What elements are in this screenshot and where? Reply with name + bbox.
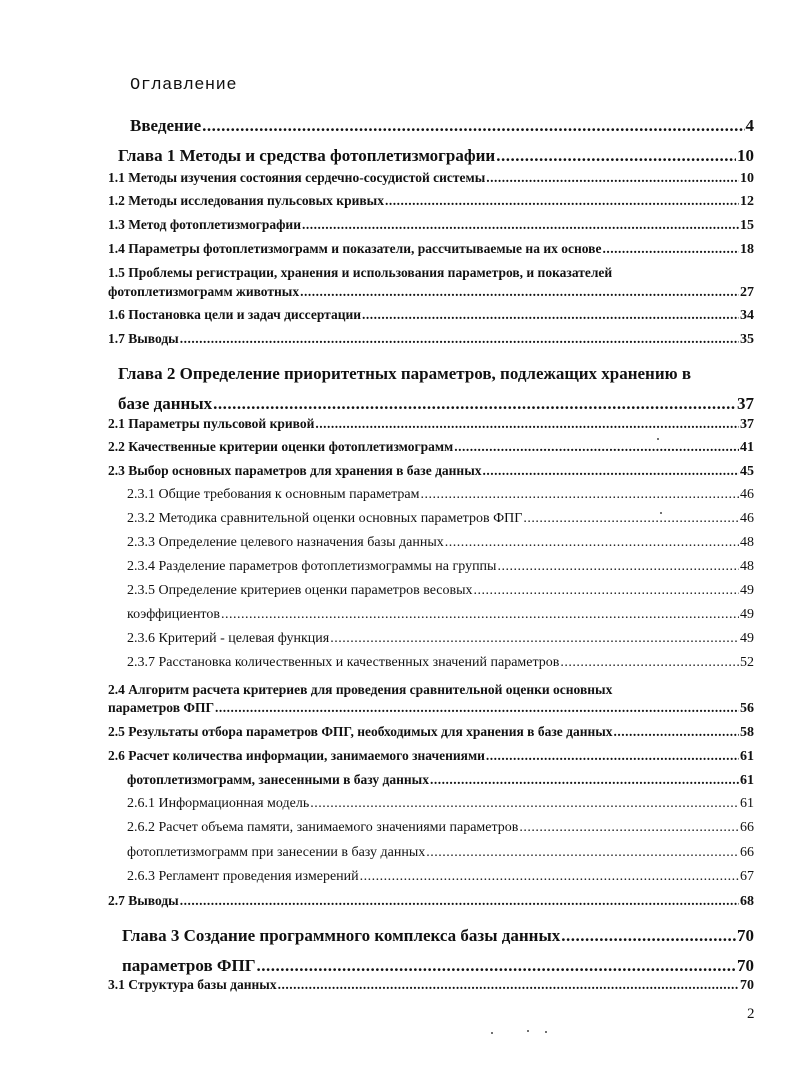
leader-dots bbox=[385, 193, 739, 209]
toc-entry-page: 27 bbox=[740, 285, 754, 300]
toc-entry-page: 46 bbox=[740, 487, 754, 502]
leader-dots bbox=[426, 845, 739, 861]
toc-entry-1-5-line1[interactable]: 1.5 Проблемы регистрации, хранения и использования параметров, и показателей bbox=[108, 265, 613, 280]
toc-entry-2-6-2[interactable] bbox=[127, 820, 754, 836]
toc-entry-intro[interactable] bbox=[130, 116, 754, 136]
toc-entry-page: 37 bbox=[740, 417, 754, 432]
page-title: Оглавление bbox=[130, 76, 238, 95]
leader-dots bbox=[561, 926, 736, 946]
leader-dots bbox=[278, 977, 739, 993]
leader-dots bbox=[310, 796, 739, 812]
page-number: 2 bbox=[747, 1006, 755, 1022]
toc-entry-page: 34 bbox=[740, 308, 754, 323]
toc-entry-page: 15 bbox=[740, 218, 754, 233]
toc-entry-2-6-1[interactable] bbox=[127, 796, 754, 812]
leader-dots bbox=[362, 307, 739, 323]
toc-entry-2-3-7[interactable] bbox=[127, 655, 754, 671]
toc-entry-page: 48 bbox=[740, 535, 754, 550]
toc-entry-3-1[interactable] bbox=[108, 977, 754, 994]
leader-dots bbox=[213, 394, 736, 414]
toc-entry-page: 46 bbox=[740, 511, 754, 526]
toc-entry-2-6-2-cont[interactable] bbox=[127, 845, 754, 861]
toc-entry-text: 2.3.5 Определение критериев оценки параметров весовых bbox=[127, 583, 473, 598]
toc-entry-chapter-2[interactable] bbox=[118, 394, 754, 414]
toc-entry-text: коэффициентов bbox=[127, 607, 220, 622]
toc-entry-text: 2.3.7 Расстановка количественных и качественных значений параметров bbox=[127, 655, 560, 670]
leader-dots bbox=[486, 748, 739, 764]
scan-speck bbox=[491, 1032, 493, 1034]
toc-entry-text: 2.6.2 Расчет объема памяти, занимаемого значениями параметров bbox=[127, 820, 519, 835]
toc-entry-chapter-3[interactable] bbox=[122, 926, 754, 946]
toc-entry-2-6-3[interactable] bbox=[127, 869, 754, 885]
toc-entry-2-6-cont[interactable] bbox=[127, 772, 754, 789]
toc-entry-1-2[interactable] bbox=[108, 193, 754, 210]
toc-entry-text: 1.3 Метод фотоплетизмографии bbox=[108, 217, 301, 232]
leader-dots bbox=[496, 146, 736, 166]
toc-entry-page: 10 bbox=[740, 171, 754, 186]
toc-entry-2-3-3[interactable] bbox=[127, 535, 754, 551]
toc-entry-text: 2.3.6 Критерий - целевая функция bbox=[127, 631, 330, 646]
toc-entry-text: Введение bbox=[130, 116, 202, 135]
toc-entry-text: 3.1 Структура базы данных bbox=[108, 977, 277, 992]
toc-entry-text: 2.3.2 Методика сравнительной оценки основных параметров ФПГ bbox=[127, 511, 523, 526]
toc-entry-2-3-6[interactable] bbox=[127, 631, 754, 647]
toc-entry-2-5[interactable] bbox=[108, 724, 754, 741]
leader-dots bbox=[330, 631, 739, 647]
leader-dots bbox=[180, 893, 739, 909]
toc-entry-text: параметров ФПГ bbox=[122, 956, 256, 975]
toc-entry-page: 48 bbox=[740, 559, 754, 574]
toc-entry-text: параметров ФПГ bbox=[108, 700, 215, 715]
toc-entry-text: 2.3.4 Разделение параметров фотоплетизмограммы на группы bbox=[127, 559, 497, 574]
leader-dots bbox=[360, 869, 739, 885]
leader-dots bbox=[454, 439, 739, 455]
toc-entry-text: 2.6.3 Регламент проведения измерений bbox=[127, 869, 359, 884]
toc-entry-chapter-2-line1[interactable]: Глава 2 Определение приоритетных параметров, подлежащих хранению в bbox=[118, 364, 692, 383]
toc-entry-page: 58 bbox=[740, 725, 754, 740]
toc-entry-text: фотоплетизмограмм при занесении в базу данных bbox=[127, 845, 426, 860]
toc-entry-2-3-4[interactable] bbox=[127, 559, 754, 575]
toc-entry-page: 49 bbox=[740, 607, 754, 622]
toc-entry-text: Глава 1 Методы и средства фотоплетизмографии bbox=[118, 146, 496, 165]
leader-dots bbox=[497, 559, 739, 575]
toc-entry-page: 37 bbox=[737, 394, 754, 413]
toc-entry-page: 61 bbox=[740, 773, 754, 788]
leader-dots bbox=[421, 487, 740, 503]
toc-entry-text: фотоплетизмограмм, занесенными в базу данных bbox=[127, 772, 429, 787]
scan-speck bbox=[660, 512, 662, 514]
toc-entry-2-2[interactable] bbox=[108, 439, 754, 456]
toc-entry-1-5[interactable] bbox=[108, 284, 754, 301]
toc-entry-page: 35 bbox=[740, 332, 754, 347]
scan-speck bbox=[545, 1031, 547, 1033]
toc-entry-page: 67 bbox=[740, 869, 754, 884]
leader-dots bbox=[602, 241, 739, 257]
scan-speck bbox=[657, 438, 659, 440]
toc-entry-text: 2.3 Выбор основных параметров для хранения в базе данных bbox=[108, 463, 482, 478]
toc-entry-text: 1.6 Постановка цели и задач диссертации bbox=[108, 307, 362, 322]
toc-entry-2-3[interactable] bbox=[108, 463, 754, 480]
toc-entry-1-6[interactable] bbox=[108, 307, 754, 324]
toc-entry-2-4-line1[interactable]: 2.4 Алгоритм расчета критериев для проведения сравнительной оценки основных bbox=[108, 682, 613, 697]
leader-dots bbox=[560, 655, 739, 671]
toc-entry-page: 18 bbox=[740, 242, 754, 257]
leader-dots bbox=[523, 511, 739, 527]
leader-dots bbox=[483, 463, 739, 479]
toc-entry-page: 68 bbox=[740, 894, 754, 909]
toc-entry-page: 4 bbox=[745, 116, 754, 135]
toc-entry-text: 2.1 Параметры пульсовой кривой bbox=[108, 416, 315, 431]
leader-dots bbox=[202, 116, 744, 136]
toc-entry-page: 10 bbox=[737, 146, 754, 165]
toc-entry-text: 2.6 Расчет количества информации, занимаемого значениями bbox=[108, 748, 485, 763]
toc-entry-text: 1.2 Методы исследования пульсовых кривых bbox=[108, 193, 384, 208]
toc-entry-text: Глава 3 Создание программного комплекса базы данных bbox=[122, 926, 561, 945]
toc-entry-page: 52 bbox=[740, 655, 754, 670]
toc-entry-text: 2.6.1 Информационная модель bbox=[127, 796, 310, 811]
toc-entry-text: 2.5 Результаты отбора параметров ФПГ, необходимых для хранения в базе данных bbox=[108, 724, 613, 739]
leader-dots bbox=[221, 607, 739, 623]
leader-dots bbox=[430, 772, 739, 788]
toc-entry-1-1[interactable] bbox=[108, 170, 754, 187]
leader-dots bbox=[302, 217, 739, 233]
leader-dots bbox=[486, 170, 739, 186]
toc-entry-text: 1.4 Параметры фотоплетизмограмм и показатели, рассчитываемые на их основе bbox=[108, 241, 602, 256]
toc-entry-text: базе данных bbox=[118, 394, 213, 413]
toc-entry-text: фотоплетизмограмм животных bbox=[108, 284, 300, 299]
toc-entry-page: 49 bbox=[740, 583, 754, 598]
leader-dots bbox=[474, 583, 739, 599]
toc-entry-page: 41 bbox=[740, 440, 754, 455]
toc-entry-text: 2.3.3 Определение целевого назначения базы данных bbox=[127, 535, 444, 550]
toc-entry-page: 12 bbox=[740, 194, 754, 209]
toc-entry-page: 66 bbox=[740, 845, 754, 860]
toc-entry-2-3-1[interactable] bbox=[127, 487, 754, 503]
leader-dots bbox=[300, 284, 739, 300]
toc-entry-page: 70 bbox=[737, 926, 754, 945]
toc-entry-page: 70 bbox=[737, 956, 754, 975]
toc-entry-1-7[interactable] bbox=[108, 331, 754, 348]
toc-entry-chapter-1[interactable] bbox=[118, 146, 754, 166]
toc-entry-text: 2.2 Качественные критерии оценки фотоплетизмограмм bbox=[108, 439, 454, 454]
toc-entry-1-4[interactable] bbox=[108, 241, 754, 258]
toc-entry-page: 45 bbox=[740, 464, 754, 479]
toc-entry-text: 2.3.1 Общие требования к основным параметрам bbox=[127, 487, 420, 502]
leader-dots bbox=[519, 820, 739, 836]
toc-entry-page: 66 bbox=[740, 820, 754, 835]
scan-speck bbox=[527, 1030, 529, 1032]
toc-entry-text: 1.7 Выводы bbox=[108, 331, 179, 346]
leader-dots bbox=[614, 724, 739, 740]
leader-dots bbox=[257, 956, 736, 976]
leader-dots bbox=[315, 416, 739, 432]
toc-entry-2-7[interactable] bbox=[108, 893, 754, 910]
leader-dots bbox=[180, 331, 739, 347]
toc-entry-2-6[interactable] bbox=[108, 748, 754, 765]
toc-entry-2-1[interactable] bbox=[108, 416, 754, 433]
toc-entry-2-3-5-cont[interactable] bbox=[127, 607, 754, 623]
toc-entry-page: 61 bbox=[740, 749, 754, 764]
toc-entry-2-4[interactable] bbox=[108, 700, 754, 717]
toc-entry-page: 70 bbox=[740, 978, 754, 993]
toc-entry-page: 56 bbox=[740, 701, 754, 716]
toc-entry-2-3-5[interactable] bbox=[127, 583, 754, 599]
leader-dots bbox=[215, 700, 739, 716]
leader-dots bbox=[445, 535, 739, 551]
toc-entry-chapter-3-cont[interactable] bbox=[122, 956, 754, 976]
toc-entry-text: 2.7 Выводы bbox=[108, 893, 179, 908]
toc-entry-page: 49 bbox=[740, 631, 754, 646]
toc-entry-page: 61 bbox=[740, 796, 754, 811]
toc-entry-1-3[interactable] bbox=[108, 217, 754, 234]
toc-entry-text: 1.1 Методы изучения состояния сердечно-сосудистой системы bbox=[108, 170, 486, 185]
